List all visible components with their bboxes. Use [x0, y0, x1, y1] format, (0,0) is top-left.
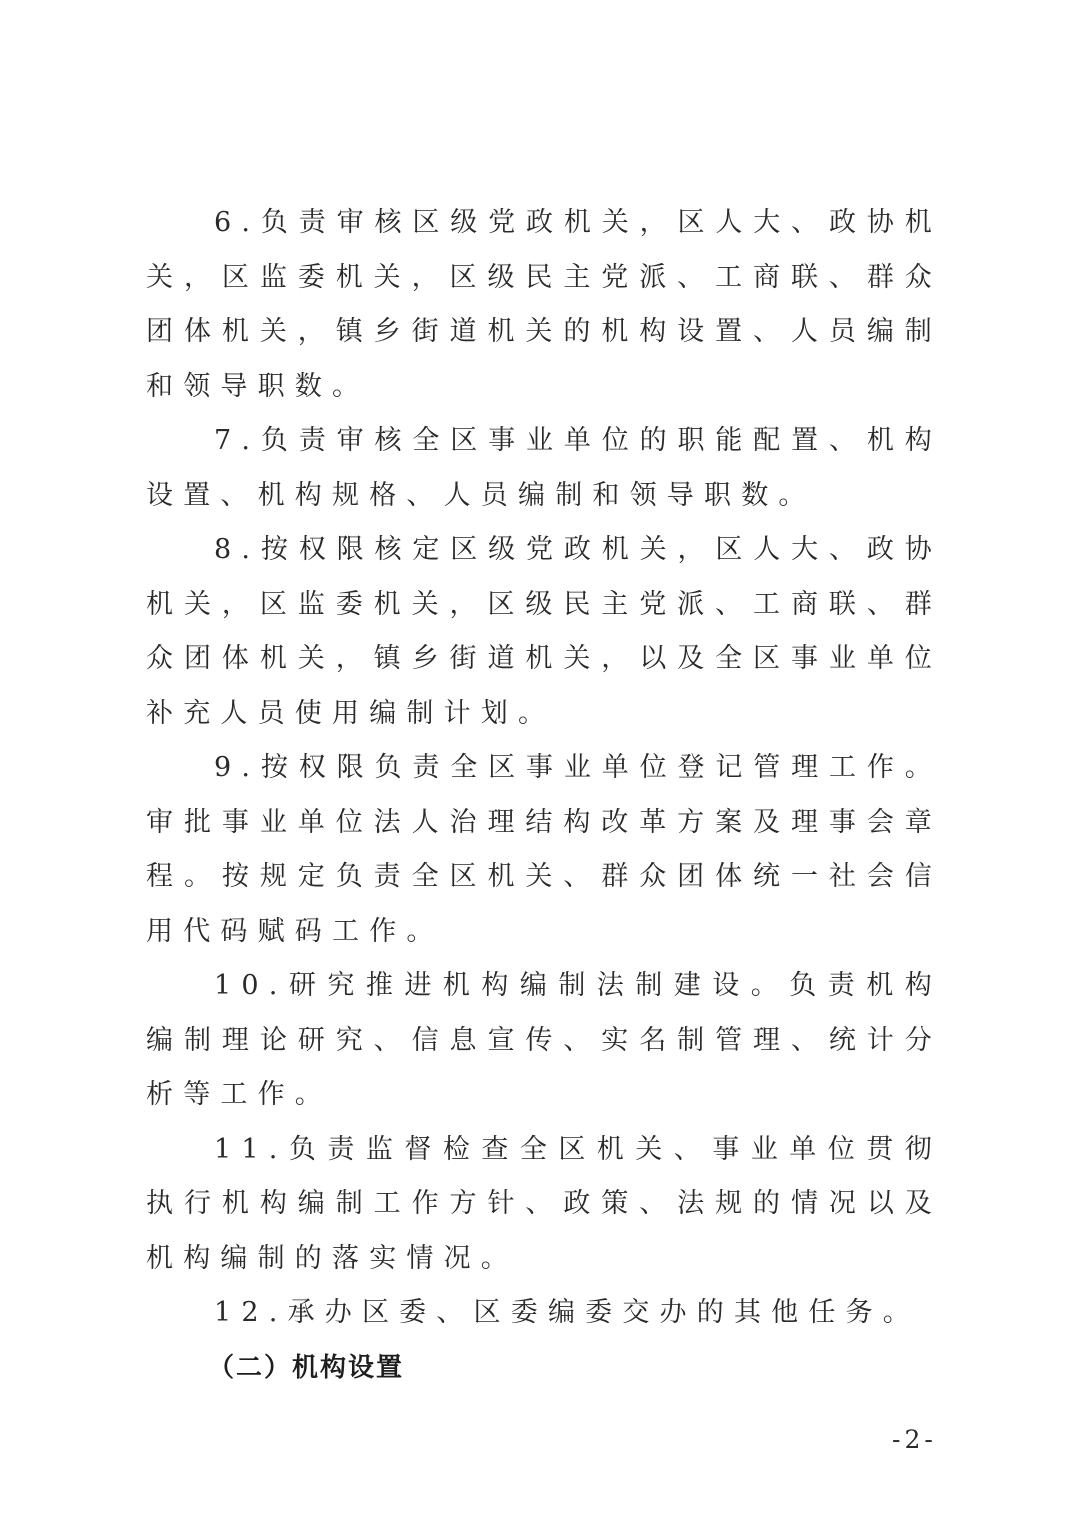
paragraph-item-10: 10.研究推进机构编制法制建设。负责机构编制理论研究、信息宣传、实名制管理、统计分析等工作。 [146, 970, 942, 1110]
paragraph-item-11: 11.负责监督检查全区机关、事业单位贯彻执行机构编制工作方针、政策、法规的情况以及机构编制的落实情况。 [146, 1133, 942, 1274]
document-body [146, 196, 942, 1395]
paragraph-item-9: 9.按权限负责全区事业单位登记管理工作。审批事业单位法人治理结构改革方案及理事会章程。按规定负责全区机关、群众团体统一社会信用代码赋码工作。 [146, 752, 942, 947]
page-number: -2- [892, 1425, 937, 1454]
paragraph-item-6: 6.负责审核区级党政机关，区人大、政协机关，区监委机关，区级民主党派、工商联、群众团体机关，镇乡街道机关的机构设置、人员编制和领导职数。 [146, 207, 942, 402]
section-heading: （二）机构设置 [208, 1352, 405, 1383]
paragraph-item-12: 12.承办区委、区委编委交办的其他任务。 [214, 1297, 920, 1328]
paragraph-item-7: 7.负责审核全区事业单位的职能配置、机构设置、机构规格、人员编制和领导职数。 [146, 425, 942, 511]
paragraph-item-8: 8.按权限核定区级党政机关，区人大、政协机关，区监委机关，区级民主党派、工商联、群众团体机关，镇乡街道机关，以及全区事业单位补充人员使用编制计划。 [146, 534, 942, 729]
